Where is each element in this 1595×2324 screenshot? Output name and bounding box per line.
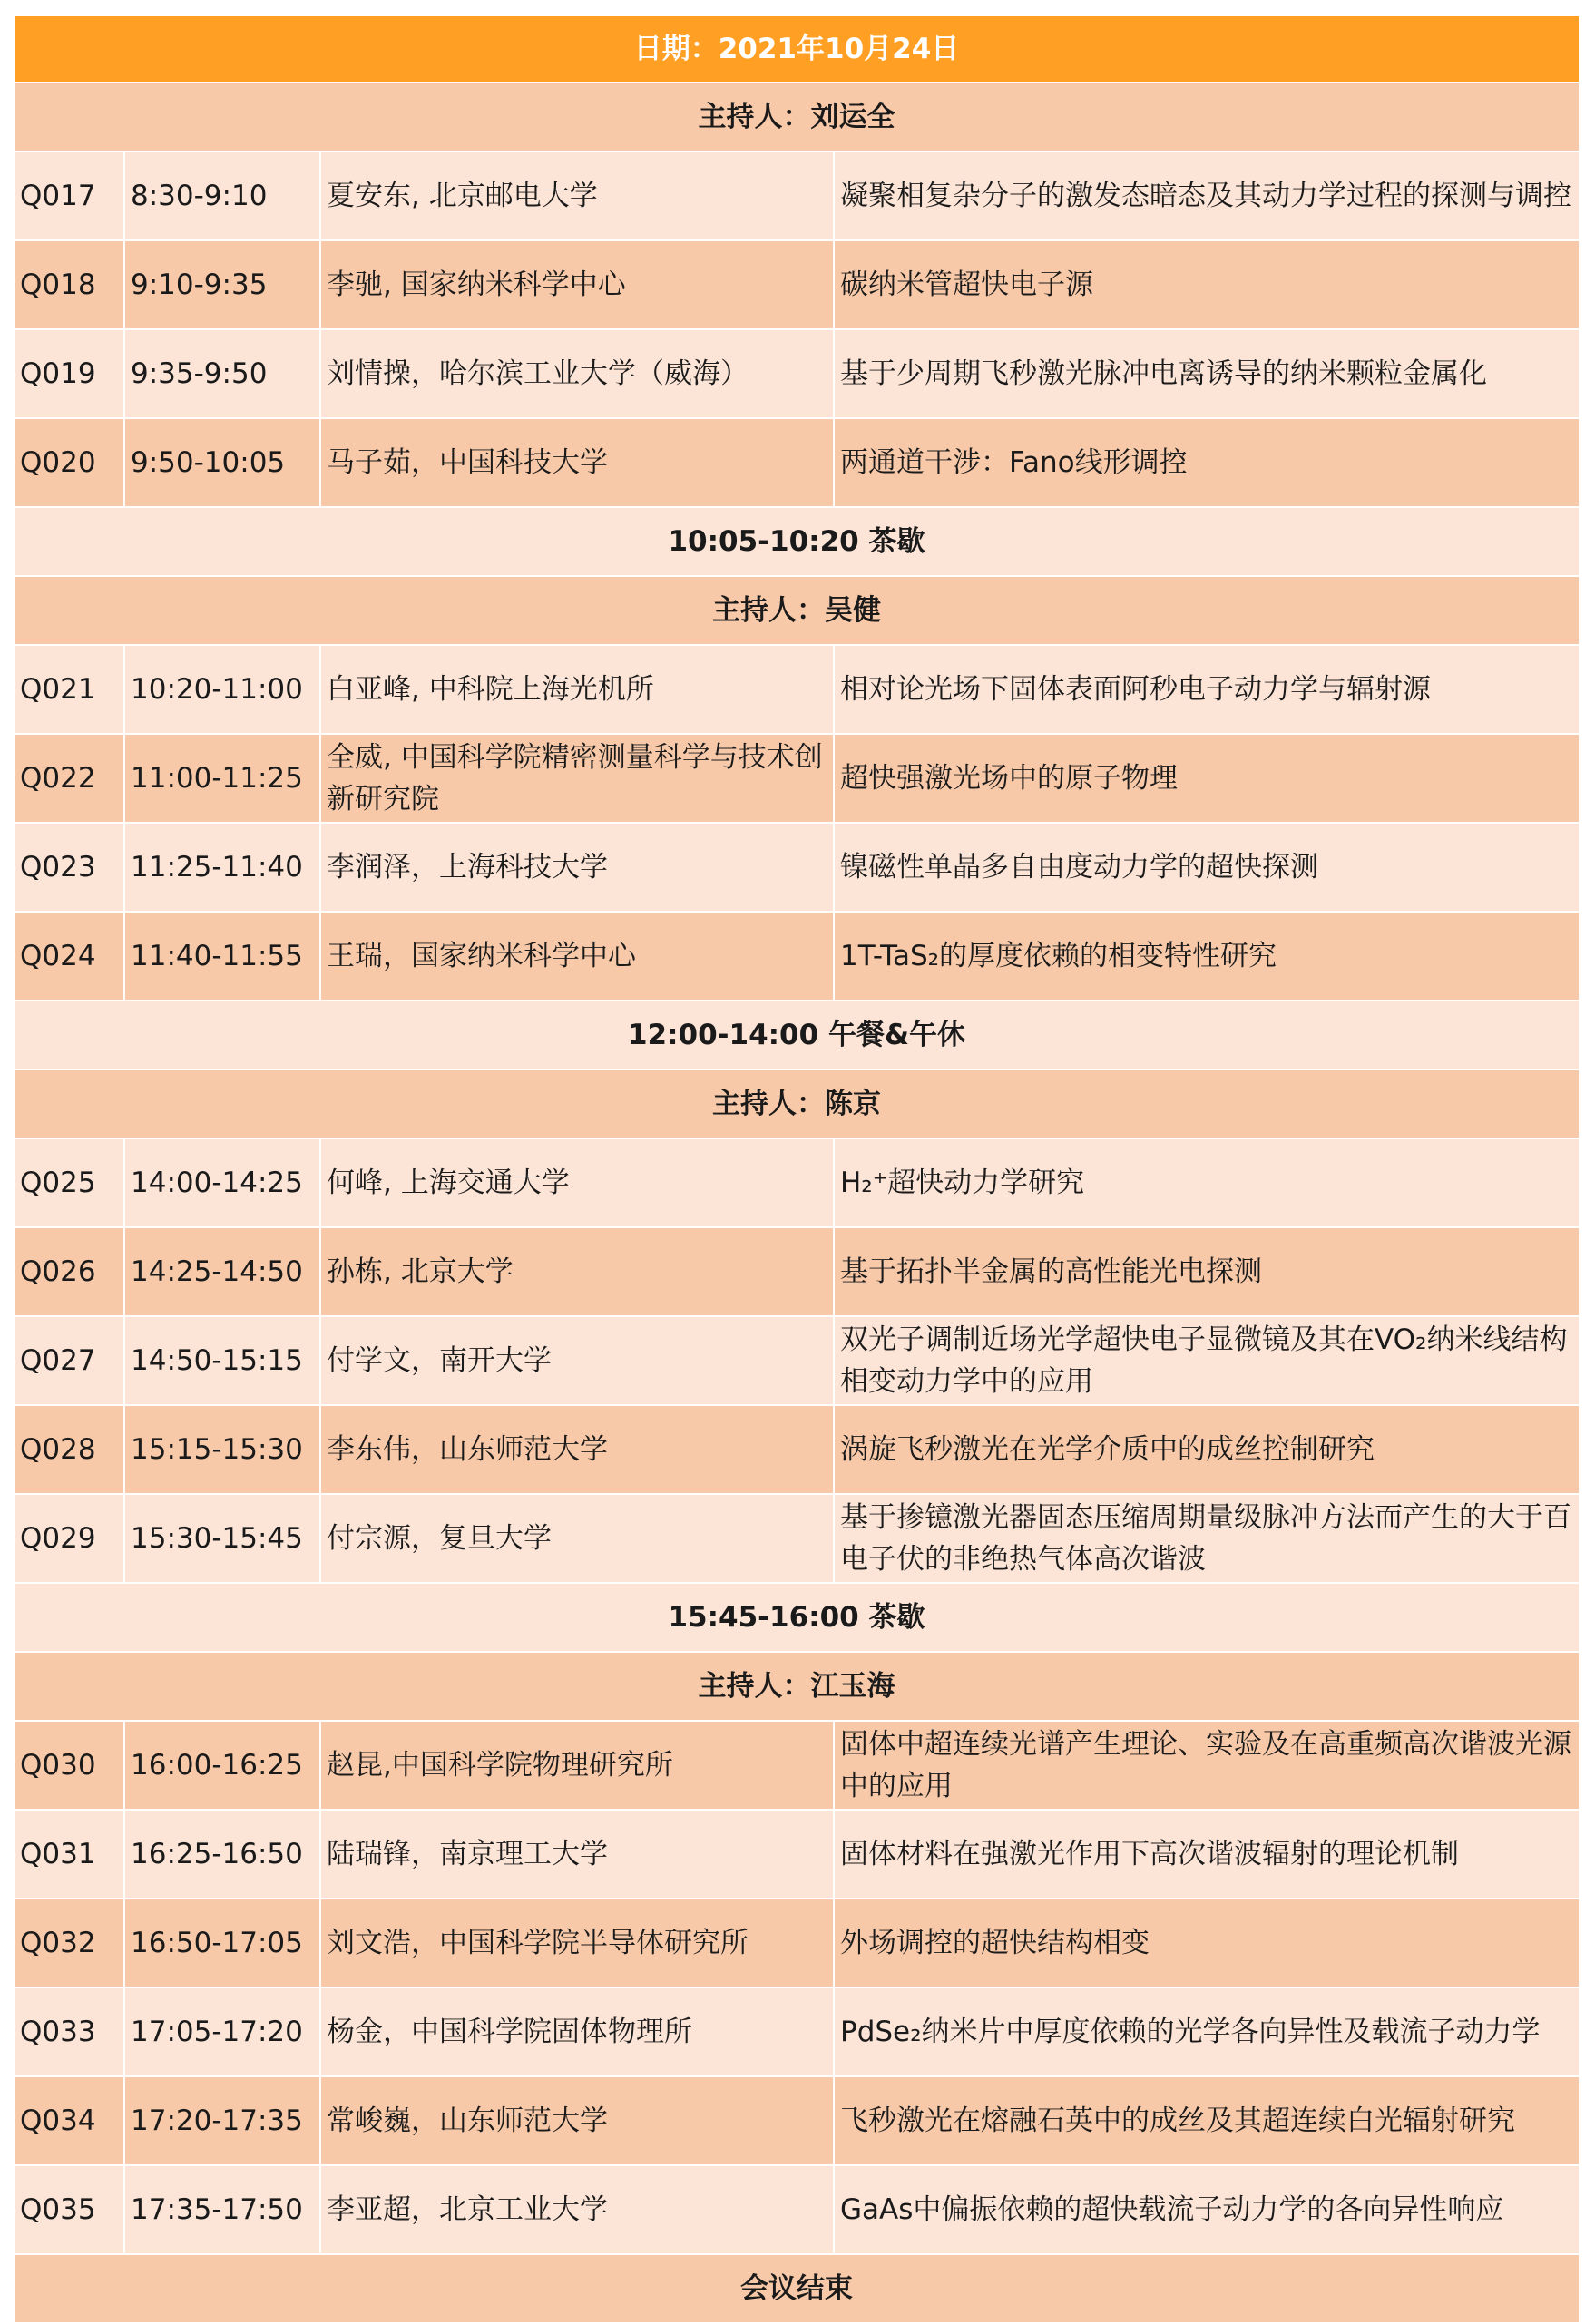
talk-time: 16:25-16:50 xyxy=(124,1810,320,1899)
talk-id: Q024 xyxy=(14,912,124,1001)
talk-row xyxy=(14,1138,1580,1227)
talk-row xyxy=(14,912,1580,1001)
host-row xyxy=(14,83,1580,151)
talk-title: 基于少周期飞秒激光脉冲电离诱导的纳米颗粒金属化 xyxy=(834,329,1580,418)
host-row xyxy=(14,1652,1580,1721)
talk-row xyxy=(14,1227,1580,1316)
talk-speaker: 夏安东, 北京邮电大学 xyxy=(320,151,834,240)
break-label: 15:45-16:00 茶歇 xyxy=(14,1583,1580,1652)
talk-title: GaAs中偏振依赖的超快载流子动力学的各向异性响应 xyxy=(834,2165,1580,2254)
talk-speaker: 李东伟，山东师范大学 xyxy=(320,1405,834,1494)
break-row xyxy=(14,1583,1580,1652)
talk-row xyxy=(14,151,1580,240)
talk-id: Q031 xyxy=(14,1810,124,1899)
talk-time: 16:50-17:05 xyxy=(124,1899,320,1987)
talk-time: 11:40-11:55 xyxy=(124,912,320,1001)
talk-time: 17:20-17:35 xyxy=(124,2076,320,2165)
talk-speaker: 白亚峰, 中科院上海光机所 xyxy=(320,645,834,734)
talk-time: 14:50-15:15 xyxy=(124,1316,320,1405)
end-label: 会议结束 xyxy=(14,2254,1580,2323)
talk-time: 9:10-9:35 xyxy=(124,240,320,329)
talk-speaker: 杨金，中国科学院固体物理所 xyxy=(320,1987,834,2076)
talk-title: 固体材料在强激光作用下高次谐波辐射的理论机制 xyxy=(834,1810,1580,1899)
talk-speaker: 李润泽，上海科技大学 xyxy=(320,823,834,912)
talk-row xyxy=(14,329,1580,418)
end-row xyxy=(14,2254,1580,2323)
talk-id: Q032 xyxy=(14,1899,124,1987)
talk-row xyxy=(14,1810,1580,1899)
break-row xyxy=(14,507,1580,576)
host-row xyxy=(14,576,1580,645)
talk-time: 11:00-11:25 xyxy=(124,734,320,823)
talk-title: 超快强激光场中的原子物理 xyxy=(834,734,1580,823)
talk-title: 涡旋飞秒激光在光学介质中的成丝控制研究 xyxy=(834,1405,1580,1494)
talk-speaker: 刘文浩，中国科学院半导体研究所 xyxy=(320,1899,834,1987)
talk-time: 17:05-17:20 xyxy=(124,1987,320,2076)
talk-time: 9:35-9:50 xyxy=(124,329,320,418)
talk-id: Q035 xyxy=(14,2165,124,2254)
talk-title: 固体中超连续光谱产生理论、实验及在高重频高次谐波光源中的应用 xyxy=(834,1721,1580,1810)
talk-time: 14:00-14:25 xyxy=(124,1138,320,1227)
talk-title: 基于掺镱激光器固态压缩周期量级脉冲方法而产生的大于百电子伏的非绝热气体高次谐波 xyxy=(834,1494,1580,1583)
talk-speaker: 王瑞，国家纳米科学中心 xyxy=(320,912,834,1001)
talk-speaker: 李驰, 国家纳米科学中心 xyxy=(320,240,834,329)
talk-title: 相对论光场下固体表面阿秒电子动力学与辐射源 xyxy=(834,645,1580,734)
talk-title: PdSe₂纳米片中厚度依赖的光学各向异性及载流子动力学 xyxy=(834,1987,1580,2076)
talk-title: 镍磁性单晶多自由度动力学的超快探测 xyxy=(834,823,1580,912)
talk-id: Q027 xyxy=(14,1316,124,1405)
host-label: 主持人：江玉海 xyxy=(14,1652,1580,1721)
talk-title: 外场调控的超快结构相变 xyxy=(834,1899,1580,1987)
talk-id: Q026 xyxy=(14,1227,124,1316)
talk-id: Q029 xyxy=(14,1494,124,1583)
talk-time: 10:20-11:00 xyxy=(124,645,320,734)
talk-time: 11:25-11:40 xyxy=(124,823,320,912)
talk-speaker: 刘情操，哈尔滨工业大学（威海） xyxy=(320,329,834,418)
talk-speaker: 马子茹，中国科技大学 xyxy=(320,418,834,507)
talk-time: 17:35-17:50 xyxy=(124,2165,320,2254)
talk-row xyxy=(14,1899,1580,1987)
talk-title: 凝聚相复杂分子的激发态暗态及其动力学过程的探测与调控 xyxy=(834,151,1580,240)
talk-id: Q030 xyxy=(14,1721,124,1810)
talk-row xyxy=(14,1494,1580,1583)
schedule-body xyxy=(14,15,1580,2323)
talk-speaker: 孙栋, 北京大学 xyxy=(320,1227,834,1316)
talk-row xyxy=(14,240,1580,329)
talk-row xyxy=(14,2076,1580,2165)
talk-time: 15:30-15:45 xyxy=(124,1494,320,1583)
talk-id: Q023 xyxy=(14,823,124,912)
talk-title: 两通道干涉：Fano线形调控 xyxy=(834,418,1580,507)
talk-row xyxy=(14,1316,1580,1405)
talk-speaker: 陆瑞锋，南京理工大学 xyxy=(320,1810,834,1899)
talk-row xyxy=(14,418,1580,507)
talk-id: Q017 xyxy=(14,151,124,240)
talk-title: 基于拓扑半金属的高性能光电探测 xyxy=(834,1227,1580,1316)
talk-id: Q025 xyxy=(14,1138,124,1227)
talk-time: 8:30-9:10 xyxy=(124,151,320,240)
talk-id: Q022 xyxy=(14,734,124,823)
talk-row xyxy=(14,2165,1580,2254)
talk-title: 双光子调制近场光学超快电子显微镜及其在VO₂纳米线结构相变动力学中的应用 xyxy=(834,1316,1580,1405)
talk-time: 9:50-10:05 xyxy=(124,418,320,507)
break-label: 10:05-10:20 茶歇 xyxy=(14,507,1580,576)
talk-id: Q033 xyxy=(14,1987,124,2076)
host-label: 主持人：刘运全 xyxy=(14,83,1580,151)
host-label: 主持人：吴健 xyxy=(14,576,1580,645)
talk-title: 碳纳米管超快电子源 xyxy=(834,240,1580,329)
talk-speaker: 全威, 中国科学院精密测量科学与技术创新研究院 xyxy=(320,734,834,823)
break-label: 12:00-14:00 午餐&午休 xyxy=(14,1001,1580,1069)
talk-row xyxy=(14,734,1580,823)
talk-row xyxy=(14,1987,1580,2076)
talk-row xyxy=(14,1405,1580,1494)
schedule-table xyxy=(13,15,1580,2324)
talk-title: 飞秒激光在熔融石英中的成丝及其超连续白光辐射研究 xyxy=(834,2076,1580,2165)
talk-title: 1T-TaS₂的厚度依赖的相变特性研究 xyxy=(834,912,1580,1001)
talk-id: Q021 xyxy=(14,645,124,734)
talk-id: Q028 xyxy=(14,1405,124,1494)
talk-time: 14:25-14:50 xyxy=(124,1227,320,1316)
talk-id: Q034 xyxy=(14,2076,124,2165)
talk-row xyxy=(14,1721,1580,1810)
talk-id: Q020 xyxy=(14,418,124,507)
talk-speaker: 付宗源，复旦大学 xyxy=(320,1494,834,1583)
date-header: 日期：2021年10月24日 xyxy=(14,15,1580,83)
talk-speaker: 何峰, 上海交通大学 xyxy=(320,1138,834,1227)
talk-title: H₂⁺超快动力学研究 xyxy=(834,1138,1580,1227)
date-header-row xyxy=(14,15,1580,83)
talk-time: 16:00-16:25 xyxy=(124,1721,320,1810)
host-row xyxy=(14,1069,1580,1138)
break-row xyxy=(14,1001,1580,1069)
talk-speaker: 赵昆,中国科学院物理研究所 xyxy=(320,1721,834,1810)
talk-id: Q019 xyxy=(14,329,124,418)
talk-speaker: 常峻巍，山东师范大学 xyxy=(320,2076,834,2165)
talk-row xyxy=(14,823,1580,912)
talk-row xyxy=(14,645,1580,734)
host-label: 主持人：陈京 xyxy=(14,1069,1580,1138)
talk-id: Q018 xyxy=(14,240,124,329)
talk-time: 15:15-15:30 xyxy=(124,1405,320,1494)
talk-speaker: 李亚超，北京工业大学 xyxy=(320,2165,834,2254)
talk-speaker: 付学文，南开大学 xyxy=(320,1316,834,1405)
